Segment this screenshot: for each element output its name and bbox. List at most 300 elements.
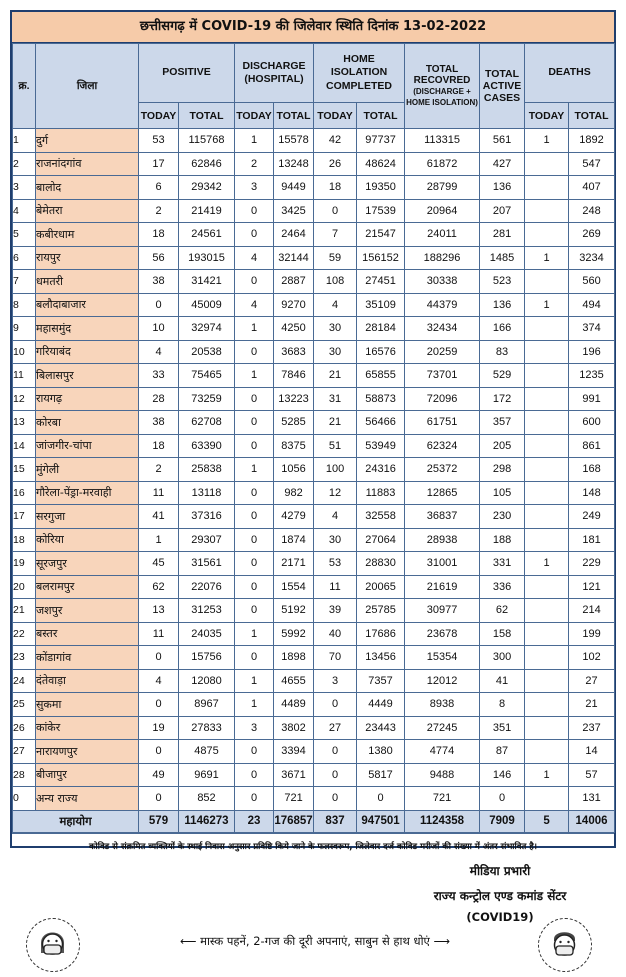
cell-deaths-today xyxy=(525,716,569,740)
table-row xyxy=(13,199,615,223)
signature-line-3: (COVID19) xyxy=(466,910,534,924)
cell-active: 158 xyxy=(480,622,525,646)
header-total-active: TOTAL ACTIVE CASES xyxy=(480,44,525,129)
cell-district: बिलासपुर xyxy=(36,364,139,388)
cell-deaths-today xyxy=(525,575,569,599)
cell-hi-total: 17539 xyxy=(357,199,405,223)
cell-district: रायगढ़ xyxy=(36,387,139,411)
cell-discharge-today: 0 xyxy=(235,740,274,764)
cell-deaths-today xyxy=(525,458,569,482)
cell-hi-today: 4 xyxy=(314,505,357,529)
footnote: कोविड से संक्रमित व्यक्तियों के स्थाई निवास अनुसार प्रविष्टि किये जाने के फलस्वरूप, जिलेवार दर्ज कोविड मरीजों की संख्या में अंतर संभावित है। xyxy=(12,833,614,860)
cell-deaths-today xyxy=(525,317,569,341)
cell-district: बस्तर xyxy=(36,622,139,646)
cell-deaths-total: 121 xyxy=(569,575,615,599)
cell-positive-today: 56 xyxy=(139,246,179,270)
header-deaths: DEATHS xyxy=(525,44,615,103)
cell-hi-today: 21 xyxy=(314,364,357,388)
cell-recovered: 61751 xyxy=(405,411,480,435)
cell-deaths-today xyxy=(525,599,569,623)
cell-deaths-total: 102 xyxy=(569,646,615,670)
cell-hi-today: 0 xyxy=(314,199,357,223)
cell-hi-total: 65855 xyxy=(357,364,405,388)
cell-recovered: 30977 xyxy=(405,599,480,623)
table-row xyxy=(13,622,615,646)
cell-district: बलौदाबाजार xyxy=(36,293,139,317)
cell-hi-total: 1380 xyxy=(357,740,405,764)
cell-discharge-today: 0 xyxy=(235,575,274,599)
cell-positive-total: 31253 xyxy=(179,599,235,623)
table-row xyxy=(13,787,615,811)
cell-deaths-today xyxy=(525,528,569,552)
cell-deaths-today xyxy=(525,387,569,411)
cell-deaths-total: 600 xyxy=(569,411,615,435)
cell-deaths-total: 229 xyxy=(569,552,615,576)
cell-deaths-total: 494 xyxy=(569,293,615,317)
cell-deaths-total: 196 xyxy=(569,340,615,364)
cell-discharge-today: 0 xyxy=(235,505,274,529)
cell-hi-total: 35109 xyxy=(357,293,405,317)
cell-deaths-total: 199 xyxy=(569,622,615,646)
cell-district: सुकमा xyxy=(36,693,139,717)
table-row xyxy=(13,599,615,623)
cell-sno: 10 xyxy=(13,340,36,364)
cell-deaths-total: 181 xyxy=(569,528,615,552)
signature-line-2: राज्य कन्ट्रोल एण्ड कमांड सेंटर xyxy=(433,889,567,903)
cell-district: कांकेर xyxy=(36,716,139,740)
cell-discharge-today: 0 xyxy=(235,552,274,576)
cell-discharge-total: 3394 xyxy=(274,740,314,764)
cell-discharge-total: 9270 xyxy=(274,293,314,317)
header-home-isolation: HOME ISOLATION COMPLETED xyxy=(314,44,405,103)
report-frame xyxy=(10,10,616,852)
cell-recovered: 113315 xyxy=(405,129,480,153)
cell-discharge-today: 0 xyxy=(235,199,274,223)
cell-positive-today: 49 xyxy=(139,763,179,787)
cell-recovered: 12012 xyxy=(405,669,480,693)
table-row xyxy=(13,716,615,740)
cell-discharge-total: 176857 xyxy=(274,810,314,832)
cell-hi-today: 27 xyxy=(314,716,357,740)
table-row xyxy=(13,340,615,364)
report-title: छत्तीसगढ़ में COVID-19 की जिलेवार स्थिति दिनांक 13-02-2022 xyxy=(12,12,614,43)
cell-recovered: 188296 xyxy=(405,246,480,270)
table-row xyxy=(13,176,615,200)
cell-positive-total: 31421 xyxy=(179,270,235,294)
cell-sno: 12 xyxy=(13,387,36,411)
cell-deaths-total: 991 xyxy=(569,387,615,411)
cell-active: 427 xyxy=(480,152,525,176)
cell-hi-today: 7 xyxy=(314,223,357,247)
cell-deaths-total: 27 xyxy=(569,669,615,693)
cell-discharge-today: 0 xyxy=(235,223,274,247)
cell-positive-total: 4875 xyxy=(179,740,235,764)
cell-hi-total: 5817 xyxy=(357,763,405,787)
table-row xyxy=(13,129,615,153)
cell-active: 83 xyxy=(480,340,525,364)
cell-hi-total: 11883 xyxy=(357,481,405,505)
cell-hi-total: 16576 xyxy=(357,340,405,364)
cell-discharge-total: 2464 xyxy=(274,223,314,247)
cell-recovered: 21619 xyxy=(405,575,480,599)
cell-deaths-today xyxy=(525,481,569,505)
cell-positive-total: 27833 xyxy=(179,716,235,740)
cell-positive-total: 62708 xyxy=(179,411,235,435)
header-deaths-total: TOTAL xyxy=(569,103,615,129)
cell-district: नारायणपुर xyxy=(36,740,139,764)
cell-deaths-today: 1 xyxy=(525,552,569,576)
cell-hi-today: 12 xyxy=(314,481,357,505)
cell-positive-total: 24035 xyxy=(179,622,235,646)
cell-recovered: 23678 xyxy=(405,622,480,646)
cell-active: 8 xyxy=(480,693,525,717)
cell-hi-today: 70 xyxy=(314,646,357,670)
cell-discharge-today: 1 xyxy=(235,693,274,717)
cell-district: बालोद xyxy=(36,176,139,200)
cell-active: 561 xyxy=(480,129,525,153)
cell-positive-total: 9691 xyxy=(179,763,235,787)
cell-deaths-total: 1892 xyxy=(569,129,615,153)
cell-discharge-today: 1 xyxy=(235,458,274,482)
cell-hi-today: 31 xyxy=(314,387,357,411)
cell-hi-total: 20065 xyxy=(357,575,405,599)
cell-discharge-total: 982 xyxy=(274,481,314,505)
cell-positive-today: 579 xyxy=(139,810,179,832)
cell-recovered: 8938 xyxy=(405,693,480,717)
cell-deaths-today: 1 xyxy=(525,293,569,317)
cell-active: 357 xyxy=(480,411,525,435)
cell-deaths-total: 14006 xyxy=(569,810,615,832)
cell-positive-total: 75465 xyxy=(179,364,235,388)
cell-positive-total: 29342 xyxy=(179,176,235,200)
cell-discharge-total: 13223 xyxy=(274,387,314,411)
cell-hi-total: 25785 xyxy=(357,599,405,623)
cell-hi-total: 97737 xyxy=(357,129,405,153)
table-row xyxy=(13,458,615,482)
cell-discharge-total: 3683 xyxy=(274,340,314,364)
cell-active: 281 xyxy=(480,223,525,247)
cell-deaths-today xyxy=(525,693,569,717)
cell-district: दुर्ग xyxy=(36,129,139,153)
signature-block xyxy=(380,862,620,924)
header-hi-total: TOTAL xyxy=(357,103,405,129)
cell-positive-today: 19 xyxy=(139,716,179,740)
cell-deaths-total: 148 xyxy=(569,481,615,505)
cell-deaths-today xyxy=(525,646,569,670)
cell-recovered: 73701 xyxy=(405,364,480,388)
cell-sno: 22 xyxy=(13,622,36,646)
cell-positive-total: 32974 xyxy=(179,317,235,341)
cell-hi-today: 40 xyxy=(314,622,357,646)
cell-positive-today: 0 xyxy=(139,693,179,717)
cell-deaths-today xyxy=(525,622,569,646)
cell-district: रायपुर xyxy=(36,246,139,270)
cell-positive-today: 62 xyxy=(139,575,179,599)
cell-recovered: 36837 xyxy=(405,505,480,529)
cell-positive-today: 1 xyxy=(139,528,179,552)
cell-discharge-total: 4655 xyxy=(274,669,314,693)
cell-hi-today: 51 xyxy=(314,434,357,458)
cell-active: 300 xyxy=(480,646,525,670)
cell-discharge-total: 1554 xyxy=(274,575,314,599)
cell-sno: 8 xyxy=(13,293,36,317)
cell-sno: 9 xyxy=(13,317,36,341)
cell-discharge-today: 0 xyxy=(235,763,274,787)
cell-deaths-today xyxy=(525,199,569,223)
cell-active: 7909 xyxy=(480,810,525,832)
cell-recovered: 12865 xyxy=(405,481,480,505)
table-row xyxy=(13,481,615,505)
cell-discharge-total: 2171 xyxy=(274,552,314,576)
cell-discharge-total: 1898 xyxy=(274,646,314,670)
header-positive-total: TOTAL xyxy=(179,103,235,129)
cell-sno: 1 xyxy=(13,129,36,153)
cell-deaths-today xyxy=(525,364,569,388)
cell-positive-total: 852 xyxy=(179,787,235,811)
cell-positive-today: 4 xyxy=(139,340,179,364)
cell-recovered: 20259 xyxy=(405,340,480,364)
cell-discharge-total: 3671 xyxy=(274,763,314,787)
cell-positive-total: 13118 xyxy=(179,481,235,505)
table-row xyxy=(13,552,615,576)
cell-sno: 5 xyxy=(13,223,36,247)
cell-discharge-today: 0 xyxy=(235,599,274,623)
cell-hi-total: 28184 xyxy=(357,317,405,341)
cell-discharge-total: 3425 xyxy=(274,199,314,223)
cell-positive-total: 20538 xyxy=(179,340,235,364)
cell-hi-today: 18 xyxy=(314,176,357,200)
cell-district: जांजगीर-चांपा xyxy=(36,434,139,458)
district-table xyxy=(12,43,615,833)
cell-district: कोंडागांव xyxy=(36,646,139,670)
cell-discharge-total: 1056 xyxy=(274,458,314,482)
cell-recovered: 1124358 xyxy=(405,810,480,832)
cell-hi-total: 48624 xyxy=(357,152,405,176)
cell-deaths-total: 249 xyxy=(569,505,615,529)
cell-hi-today: 0 xyxy=(314,693,357,717)
cell-recovered: 25372 xyxy=(405,458,480,482)
cell-active: 230 xyxy=(480,505,525,529)
cell-positive-today: 38 xyxy=(139,270,179,294)
cell-sno: 19 xyxy=(13,552,36,576)
cell-positive-total: 15756 xyxy=(179,646,235,670)
cell-discharge-today: 0 xyxy=(235,434,274,458)
cell-hi-total: 27451 xyxy=(357,270,405,294)
cell-discharge-today: 0 xyxy=(235,411,274,435)
cell-recovered: 31001 xyxy=(405,552,480,576)
cell-district: बलरामपुर xyxy=(36,575,139,599)
cell-sno: 16 xyxy=(13,481,36,505)
cell-positive-total: 45009 xyxy=(179,293,235,317)
cell-district: कोरबा xyxy=(36,411,139,435)
footer-message: ⟵ मास्क पहनें, 2-गज की दूरी अपनाएं, साबुन से हाथ धोएं ⟶ xyxy=(179,934,451,948)
cell-hi-total: 19350 xyxy=(357,176,405,200)
cell-hi-today: 0 xyxy=(314,763,357,787)
table-row xyxy=(13,575,615,599)
cell-discharge-today: 4 xyxy=(235,246,274,270)
cell-hi-total: 32558 xyxy=(357,505,405,529)
cell-discharge-today: 2 xyxy=(235,152,274,176)
cell-sno: 26 xyxy=(13,716,36,740)
cell-discharge-total: 5285 xyxy=(274,411,314,435)
cell-active: 207 xyxy=(480,199,525,223)
cell-discharge-total: 1874 xyxy=(274,528,314,552)
cell-hi-total: 17686 xyxy=(357,622,405,646)
cell-positive-total: 12080 xyxy=(179,669,235,693)
cell-hi-today: 53 xyxy=(314,552,357,576)
cell-recovered: 72096 xyxy=(405,387,480,411)
cell-positive-today: 28 xyxy=(139,387,179,411)
cell-hi-total: 24316 xyxy=(357,458,405,482)
cell-district: धमतरी xyxy=(36,270,139,294)
cell-positive-total: 193015 xyxy=(179,246,235,270)
cell-positive-today: 0 xyxy=(139,646,179,670)
cell-deaths-total: 237 xyxy=(569,716,615,740)
header-district: जिला xyxy=(36,44,139,129)
header-positive-today: TODAY xyxy=(139,103,179,129)
cell-district: राजनांदगांव xyxy=(36,152,139,176)
cell-district: गौरेला-पेंड्रा-मरवाही xyxy=(36,481,139,505)
cell-recovered: 32434 xyxy=(405,317,480,341)
cell-district: गरियाबंद xyxy=(36,340,139,364)
grand-total-row xyxy=(13,810,615,832)
cell-district: मुंगेली xyxy=(36,458,139,482)
cell-deaths-total: 1235 xyxy=(569,364,615,388)
cell-discharge-today: 3 xyxy=(235,176,274,200)
cell-sno: 14 xyxy=(13,434,36,458)
header-total-recovered: TOTAL RECOVRED (DISCHARGE + HOME ISOLATION) xyxy=(405,44,480,129)
cell-active: 87 xyxy=(480,740,525,764)
cell-positive-total: 1146273 xyxy=(179,810,235,832)
cell-discharge-total: 13248 xyxy=(274,152,314,176)
signature-line-1: मीडिया प्रभारी xyxy=(469,864,531,878)
cell-hi-today: 3 xyxy=(314,669,357,693)
cell-district: महासमुंद xyxy=(36,317,139,341)
cell-positive-today: 4 xyxy=(139,669,179,693)
cell-deaths-today: 1 xyxy=(525,246,569,270)
cell-active: 136 xyxy=(480,293,525,317)
table-row xyxy=(13,669,615,693)
cell-hi-total: 0 xyxy=(357,787,405,811)
cell-positive-total: 31561 xyxy=(179,552,235,576)
cell-positive-today: 45 xyxy=(139,552,179,576)
cell-deaths-today xyxy=(525,505,569,529)
cell-deaths-total: 214 xyxy=(569,599,615,623)
cell-positive-today: 11 xyxy=(139,481,179,505)
table-row xyxy=(13,763,615,787)
cell-positive-today: 17 xyxy=(139,152,179,176)
cell-hi-today: 4 xyxy=(314,293,357,317)
header-discharge-total: TOTAL xyxy=(274,103,314,129)
cell-hi-total: 27064 xyxy=(357,528,405,552)
cell-deaths-total: 269 xyxy=(569,223,615,247)
table-row xyxy=(13,270,615,294)
cell-sno: 13 xyxy=(13,411,36,435)
cell-discharge-total: 2887 xyxy=(274,270,314,294)
cell-positive-today: 2 xyxy=(139,199,179,223)
cell-deaths-today xyxy=(525,411,569,435)
cell-active: 41 xyxy=(480,669,525,693)
cell-discharge-total: 4250 xyxy=(274,317,314,341)
header-sno: क्र. xyxy=(13,44,36,129)
cell-hi-today: 30 xyxy=(314,317,357,341)
cell-hi-today: 59 xyxy=(314,246,357,270)
cell-district: अन्य राज्य xyxy=(36,787,139,811)
table-row xyxy=(13,387,615,411)
cell-deaths-total: 248 xyxy=(569,199,615,223)
cell-positive-total: 29307 xyxy=(179,528,235,552)
cell-positive-total: 8967 xyxy=(179,693,235,717)
table-row xyxy=(13,528,615,552)
cell-active: 1485 xyxy=(480,246,525,270)
cell-hi-today: 0 xyxy=(314,787,357,811)
cell-recovered: 28938 xyxy=(405,528,480,552)
cell-deaths-total: 21 xyxy=(569,693,615,717)
cell-sno: 0 xyxy=(13,787,36,811)
cell-hi-today: 100 xyxy=(314,458,357,482)
table-row xyxy=(13,740,615,764)
cell-deaths-today: 5 xyxy=(525,810,569,832)
cell-deaths-total: 57 xyxy=(569,763,615,787)
cell-positive-total: 22076 xyxy=(179,575,235,599)
table-row xyxy=(13,693,615,717)
cell-recovered: 20964 xyxy=(405,199,480,223)
cell-recovered: 15354 xyxy=(405,646,480,670)
cell-district: सूरजपुर xyxy=(36,552,139,576)
cell-sno: 7 xyxy=(13,270,36,294)
cell-active: 105 xyxy=(480,481,525,505)
table-row xyxy=(13,434,615,458)
cell-hi-today: 30 xyxy=(314,340,357,364)
cell-positive-today: 0 xyxy=(139,293,179,317)
cell-recovered: 30338 xyxy=(405,270,480,294)
cell-discharge-today: 1 xyxy=(235,622,274,646)
cell-discharge-today: 1 xyxy=(235,669,274,693)
cell-active: 205 xyxy=(480,434,525,458)
cell-hi-total: 21547 xyxy=(357,223,405,247)
cell-hi-today: 21 xyxy=(314,411,357,435)
cell-deaths-today: 1 xyxy=(525,763,569,787)
cell-hi-total: 947501 xyxy=(357,810,405,832)
table-row xyxy=(13,293,615,317)
header-hi-today: TODAY xyxy=(314,103,357,129)
cell-active: 188 xyxy=(480,528,525,552)
cell-sno: 2 xyxy=(13,152,36,176)
cell-hi-total: 7357 xyxy=(357,669,405,693)
cell-positive-today: 18 xyxy=(139,223,179,247)
cell-discharge-today: 0 xyxy=(235,340,274,364)
cell-positive-total: 24561 xyxy=(179,223,235,247)
cell-discharge-today: 0 xyxy=(235,646,274,670)
cell-sno: 21 xyxy=(13,599,36,623)
cell-sno: 6 xyxy=(13,246,36,270)
cell-deaths-total: 407 xyxy=(569,176,615,200)
cell-hi-today: 108 xyxy=(314,270,357,294)
cell-sno: 11 xyxy=(13,364,36,388)
cell-positive-today: 38 xyxy=(139,411,179,435)
header-deaths-today: TODAY xyxy=(525,103,569,129)
cell-deaths-today xyxy=(525,740,569,764)
cell-recovered: 44379 xyxy=(405,293,480,317)
cell-active: 146 xyxy=(480,763,525,787)
cell-discharge-total: 5992 xyxy=(274,622,314,646)
cell-deaths-today: 1 xyxy=(525,129,569,153)
cell-sno: 25 xyxy=(13,693,36,717)
cell-sno: 18 xyxy=(13,528,36,552)
cell-deaths-total: 14 xyxy=(569,740,615,764)
cell-deaths-total: 374 xyxy=(569,317,615,341)
cell-positive-today: 0 xyxy=(139,740,179,764)
